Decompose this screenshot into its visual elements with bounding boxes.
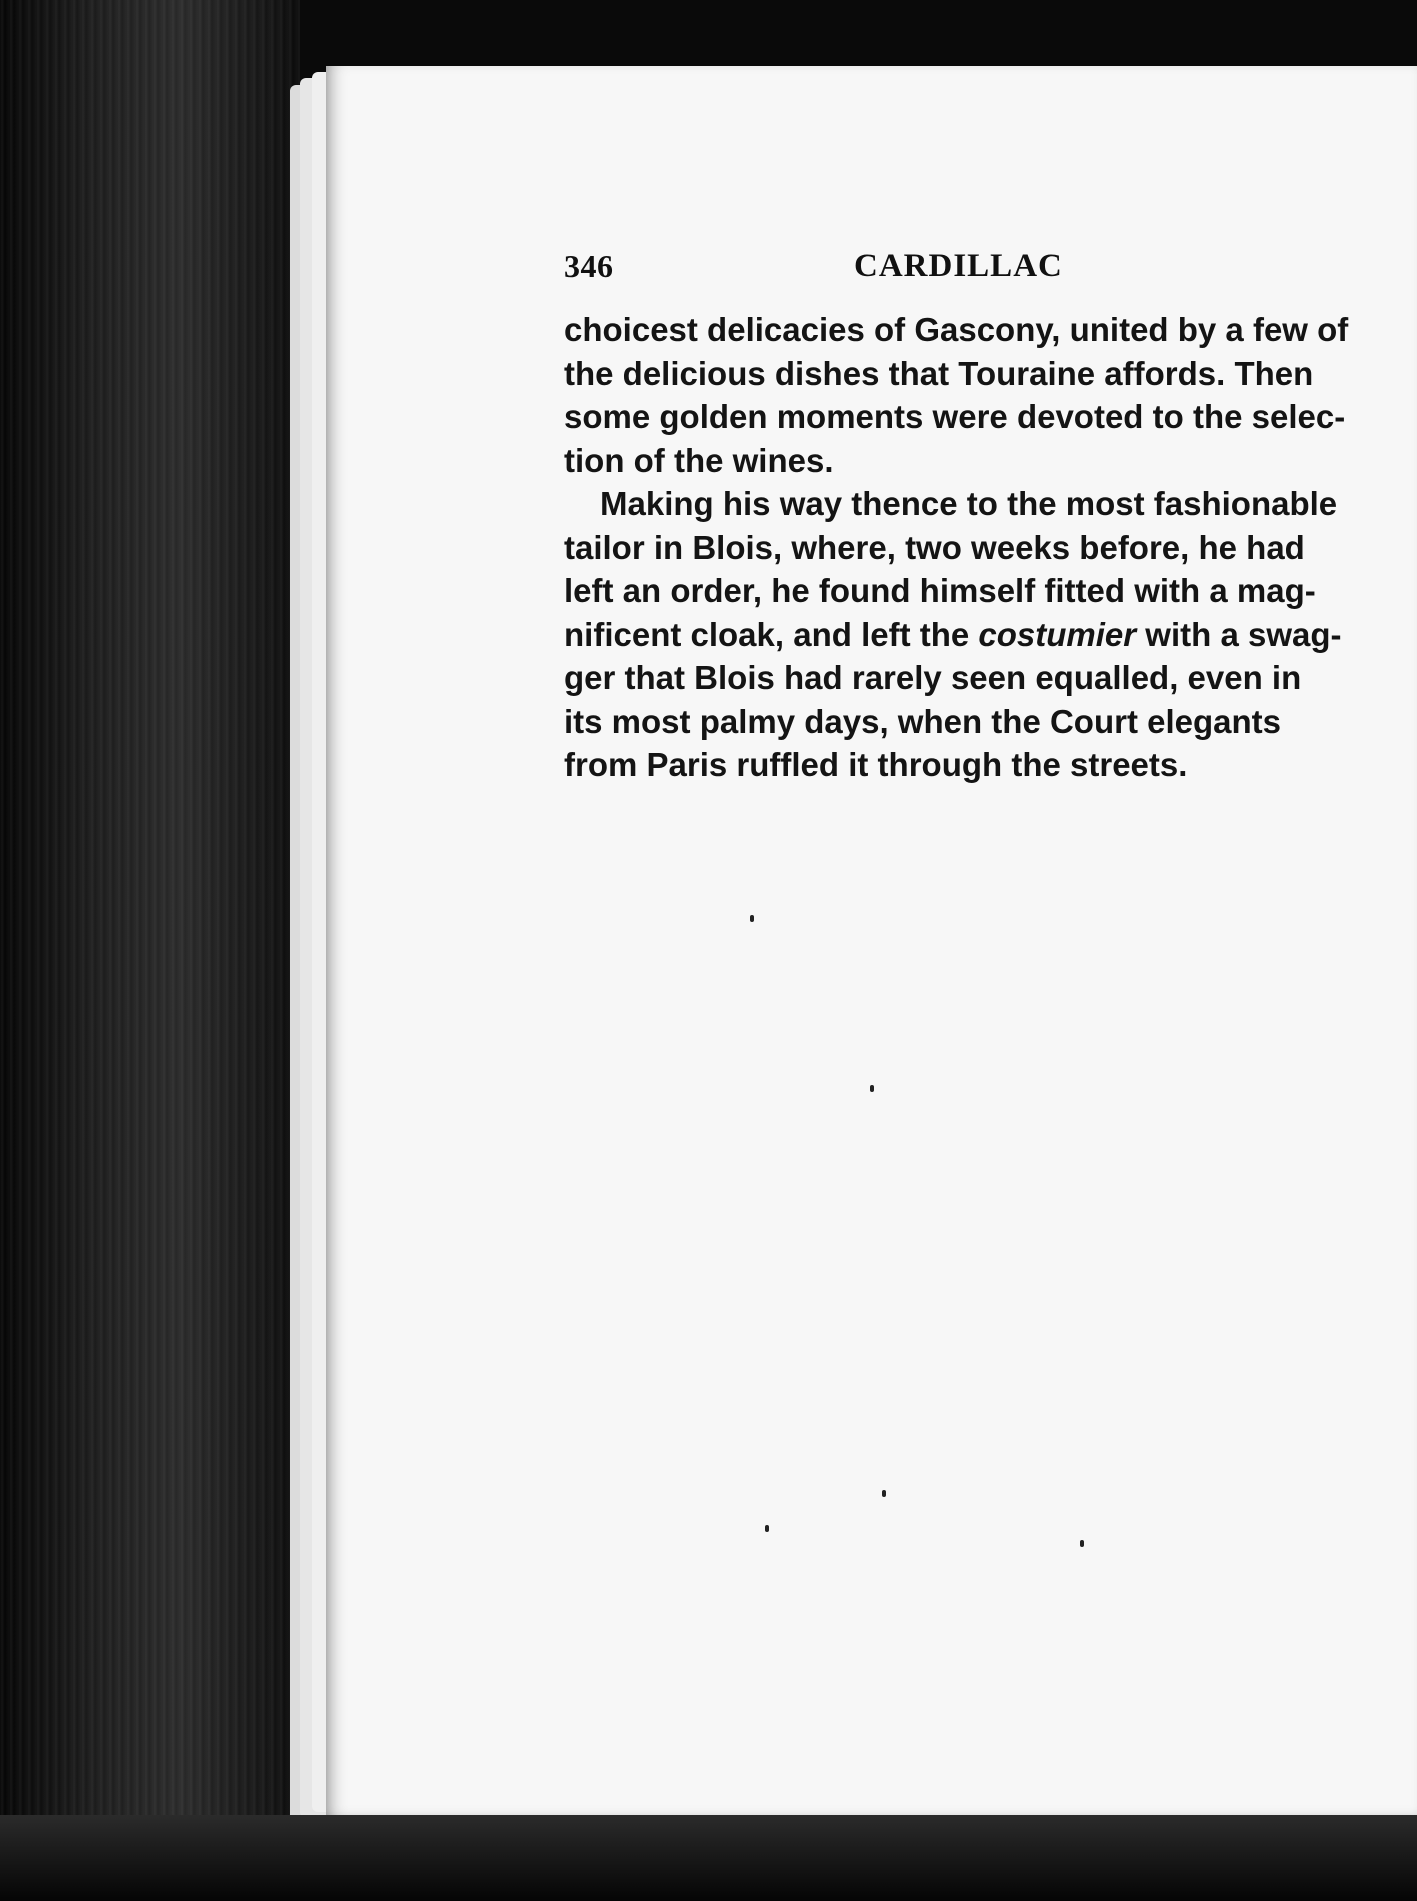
page-header xyxy=(564,248,1356,290)
book-binding-edge xyxy=(0,0,300,1901)
text-line: the delicious dishes that Touraine affords. Then xyxy=(564,354,1314,392)
page-number: 346 xyxy=(564,248,614,284)
scan-speck xyxy=(765,1525,769,1532)
paragraph-2 xyxy=(564,482,1356,787)
scan-speck xyxy=(870,1085,874,1092)
text-line: its most palmy days, when the Court elegants xyxy=(564,702,1281,740)
text-line: Making his way thence to the most fashionable xyxy=(600,485,1338,522)
text-line: tion of the wines. xyxy=(564,441,834,479)
text-line: ger that Blois had rarely seen equalled, even in xyxy=(564,659,1302,696)
text-line xyxy=(564,613,1356,657)
scan-speck xyxy=(1080,1540,1084,1547)
running-head: CARDILLAC xyxy=(854,248,1063,284)
italic-word: costumier xyxy=(978,615,1137,653)
text-fragment: with a swag- xyxy=(1136,615,1342,653)
text-line: some golden moments were devoted to the selec- xyxy=(564,398,1346,435)
scan-speck xyxy=(750,915,754,922)
text-line: from Paris ruffled it through the streets. xyxy=(564,746,1188,783)
text-line: choicest delicacies of Gascony, united by a few of xyxy=(564,311,1349,348)
text-line: tailor in Blois, where, two weeks before, he had xyxy=(564,528,1305,566)
scan-speck xyxy=(882,1490,886,1497)
text-line: left an order, he found himself fitted with a mag- xyxy=(564,572,1316,609)
body-text xyxy=(564,308,1356,787)
text-fragment: nificent cloak, and left the xyxy=(564,615,979,653)
scan-shadow xyxy=(0,1815,1417,1901)
paragraph-1 xyxy=(564,308,1356,482)
